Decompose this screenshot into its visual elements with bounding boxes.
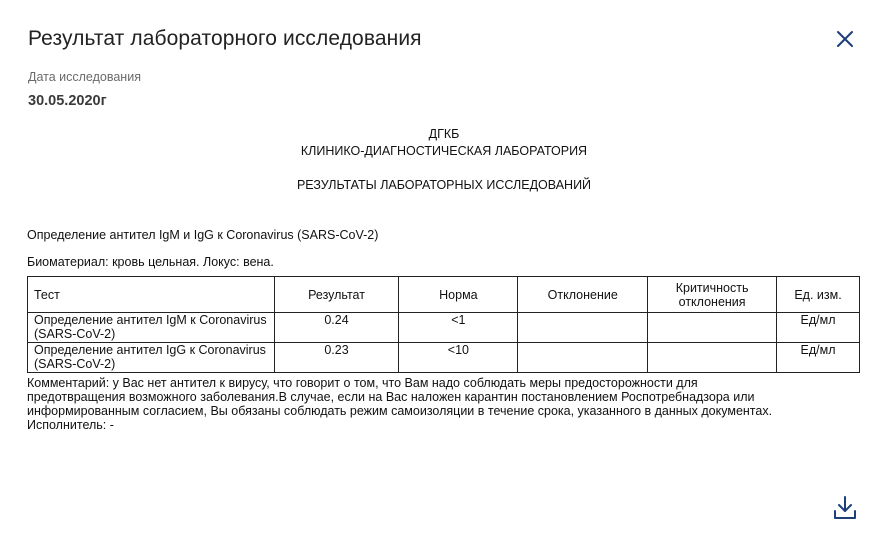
- column-header: Тест: [28, 277, 275, 313]
- column-header: Норма: [399, 277, 518, 313]
- date-value: 30.05.2020г: [28, 93, 107, 109]
- results-table: [27, 276, 860, 373]
- column-header: Ед. изм.: [777, 277, 860, 313]
- report-lab: КЛИНИКО-ДИАГНОСТИЧЕСКАЯ ЛАБОРАТОРИЯ: [300, 144, 588, 158]
- cell-result: 0.23: [274, 343, 399, 373]
- report-heading: РЕЗУЛЬТАТЫ ЛАБОРАТОРНЫХ ИССЛЕДОВАНИЙ: [296, 178, 592, 192]
- cell-deviation: [518, 343, 648, 373]
- column-header: Результат: [274, 277, 399, 313]
- lab-report: [27, 126, 861, 432]
- cell-unit: Ед/мл: [777, 313, 860, 343]
- close-button[interactable]: [834, 28, 856, 50]
- comment: Комментарий: у Вас нет антител к вирусу, что говорит о том, что Вам надо соблюдать меры предосторожности для предотвращения возможного заболевания.В случае, если на Вас наложен карантин постановлением Роспотребнадзора или информированным согласием, Вы обязаны соблюдать режим самоизоляции в течение срока, указанного в данных документах.: [27, 376, 773, 418]
- cell-unit: Ед/мл: [777, 343, 860, 373]
- table-header-row: [28, 277, 860, 313]
- close-icon: [834, 28, 856, 50]
- download-button[interactable]: [833, 495, 857, 521]
- cell-test: Определение антител IgM к Coronavirus (SARS-CoV-2): [28, 313, 275, 343]
- cell-result: 0.24: [274, 313, 399, 343]
- cell-norm: <10: [399, 343, 518, 373]
- column-header: Критичность отклонения: [648, 277, 777, 313]
- cell-deviation: [518, 313, 648, 343]
- test-title: Определение антител IgM и IgG к Coronavirus (SARS-CoV-2): [27, 228, 379, 242]
- table-row: [28, 343, 860, 373]
- executor: Исполнитель: -: [27, 418, 114, 432]
- column-header: Отклонение: [518, 277, 648, 313]
- cell-norm: <1: [399, 313, 518, 343]
- date-label: Дата исследования: [28, 70, 141, 84]
- report-header: [27, 126, 861, 194]
- cell-criticality: [648, 313, 777, 343]
- download-icon: [833, 495, 857, 521]
- biomaterial: Биоматериал: кровь цельная. Локус: вена.: [27, 255, 274, 269]
- table-row: [28, 313, 860, 343]
- cell-criticality: [648, 343, 777, 373]
- cell-test: Определение антител IgG к Coronavirus (SARS-CoV-2): [28, 343, 275, 373]
- report-org: ДГКБ: [428, 127, 460, 141]
- modal-title: Результат лабораторного исследования: [28, 27, 422, 50]
